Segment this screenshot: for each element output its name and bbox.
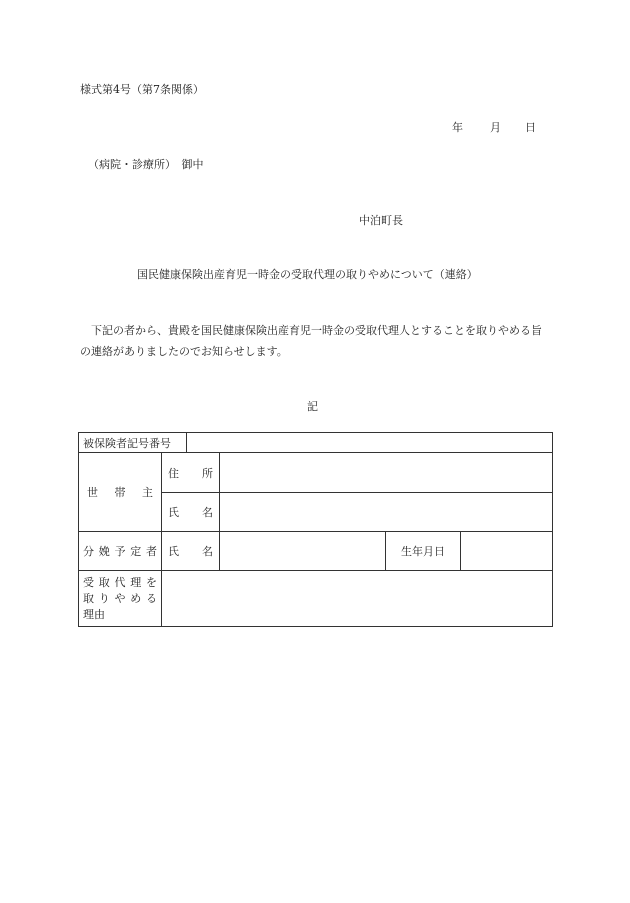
birthdate-label: 生年月日 bbox=[386, 532, 461, 571]
addressee: （病院・診療所） 御中 bbox=[88, 158, 204, 171]
ki-heading: 記 bbox=[307, 400, 318, 413]
address-label: 住 所 bbox=[162, 453, 220, 493]
expectant-name-input[interactable] bbox=[220, 532, 386, 571]
expectant-name-label: 氏 名 bbox=[162, 532, 220, 571]
insured-number-row bbox=[79, 433, 553, 453]
date-month: 月 bbox=[490, 121, 501, 134]
reason-input[interactable] bbox=[162, 571, 553, 627]
reason-row bbox=[79, 571, 553, 627]
date-year: 年 bbox=[452, 121, 463, 134]
householder-name-label: 氏 名 bbox=[162, 493, 220, 532]
form-number: 様式第4号（第7条関係） bbox=[80, 83, 204, 96]
expectant-label: 分 娩 予 定 者 bbox=[79, 532, 162, 571]
insured-number-label: 被保険者記号番号 bbox=[79, 433, 187, 453]
document-title: 国民健康保険出産育児一時金の受取代理の取りやめについて（連絡） bbox=[137, 268, 478, 281]
reason-label: 受 取 代 理 を 取 り や め る 理由 bbox=[79, 571, 162, 627]
body-text: 下記の者から、貴殿を国民健康保険出産育児一時金の受取代理人とすることを取りやめる旨の連絡がありましたのでお知らせします。 bbox=[80, 324, 542, 358]
issuer: 中泊町長 bbox=[359, 214, 403, 227]
householder-address-row bbox=[79, 453, 553, 493]
birthdate-input[interactable] bbox=[461, 532, 553, 571]
record-table bbox=[78, 432, 553, 627]
householder-name-input[interactable] bbox=[220, 493, 553, 532]
insured-number-input[interactable] bbox=[187, 433, 553, 453]
expectant-row bbox=[79, 532, 553, 571]
householder-address-input[interactable] bbox=[220, 453, 553, 493]
date-line bbox=[452, 119, 536, 135]
date-day: 日 bbox=[525, 121, 536, 134]
householder-label: 世 帯 主 bbox=[79, 453, 162, 532]
